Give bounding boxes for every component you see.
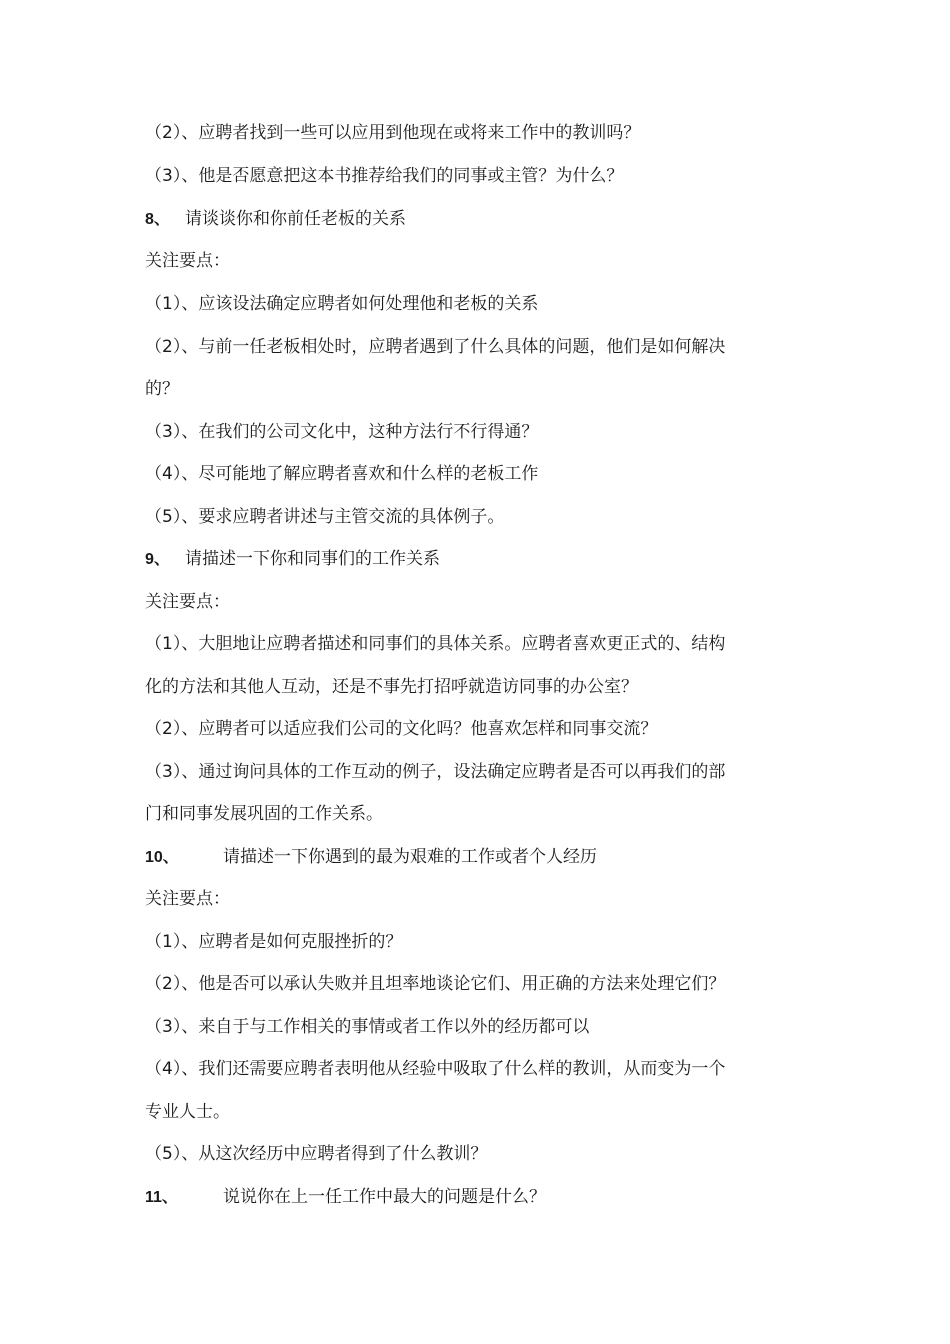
- text-line: （1）、大胆地让应聘者描述和同事们的具体关系。应聘者喜欢更正式的、结构: [145, 634, 726, 654]
- heading-number: 8、: [145, 211, 170, 228]
- heading-text: 请描述一下你和同事们的工作关系: [185, 549, 440, 569]
- heading-text: 说说你在上一任工作中最大的问题是什么？: [223, 1187, 546, 1207]
- heading-text: 请描述一下你遇到的最为艰难的工作或者个人经历: [223, 847, 597, 867]
- text-line: （4）、我们还需要应聘者表明他从经验中吸取了什么样的教训，从而变为一个: [145, 1059, 726, 1079]
- heading-number: 10、: [145, 849, 179, 866]
- text-line: （3）、通过询问具体的工作互动的例子，设法确定应聘者是否可以再我们的部: [145, 762, 726, 782]
- text-line: （1）、应该设法确定应聘者如何处理他和老板的关系: [145, 294, 539, 314]
- text-line: （2）、他是否可以承认失败并且坦率地谈论它们、用正确的方法来处理它们？: [145, 974, 726, 994]
- heading-number: 9、: [145, 551, 170, 568]
- text-line: （2）、应聘者可以适应我们公司的文化吗？他喜欢怎样和同事交流？: [145, 719, 658, 739]
- text-line: 的？: [145, 379, 179, 399]
- section-heading-11: [145, 1185, 546, 1210]
- heading-text: 请谈谈你和你前任老板的关系: [185, 209, 406, 229]
- text-line: 专业人士。: [145, 1102, 230, 1122]
- text-line: （3）、他是否愿意把这本书推荐给我们的同事或主管？为什么？: [145, 166, 624, 186]
- text-line: （2）、应聘者找到一些可以应用到他现在或将来工作中的教训吗？: [145, 123, 641, 143]
- text-line: （5）、要求应聘者讲述与主管交流的具体例子。: [145, 507, 505, 527]
- text-line: （4）、尽可能地了解应聘者喜欢和什么样的老板工作: [145, 464, 539, 484]
- text-line: 化的方法和其他人互动，还是不事先打招呼就造访同事的办公室？: [145, 677, 638, 697]
- heading-number: 11、: [145, 1189, 178, 1206]
- section-heading-9: [145, 547, 440, 572]
- text-line: （1）、应聘者是如何克服挫折的？: [145, 932, 403, 952]
- text-line: 关注要点：: [145, 251, 230, 271]
- text-line: 关注要点：: [145, 592, 230, 612]
- text-line: （5）、从这次经历中应聘者得到了什么教训？: [145, 1144, 488, 1164]
- text-line: 关注要点：: [145, 889, 230, 909]
- text-line: （3）、在我们的公司文化中，这种方法行不行得通？: [145, 422, 539, 442]
- text-line: 门和同事发展巩固的工作关系。: [145, 804, 383, 824]
- text-line: （3）、来自于与工作相关的事情或者工作以外的经历都可以: [145, 1017, 590, 1037]
- section-heading-10: [145, 845, 597, 870]
- text-line: （2）、与前一任老板相处时，应聘者遇到了什么具体的问题，他们是如何解决: [145, 337, 726, 357]
- section-heading-8: [145, 207, 406, 232]
